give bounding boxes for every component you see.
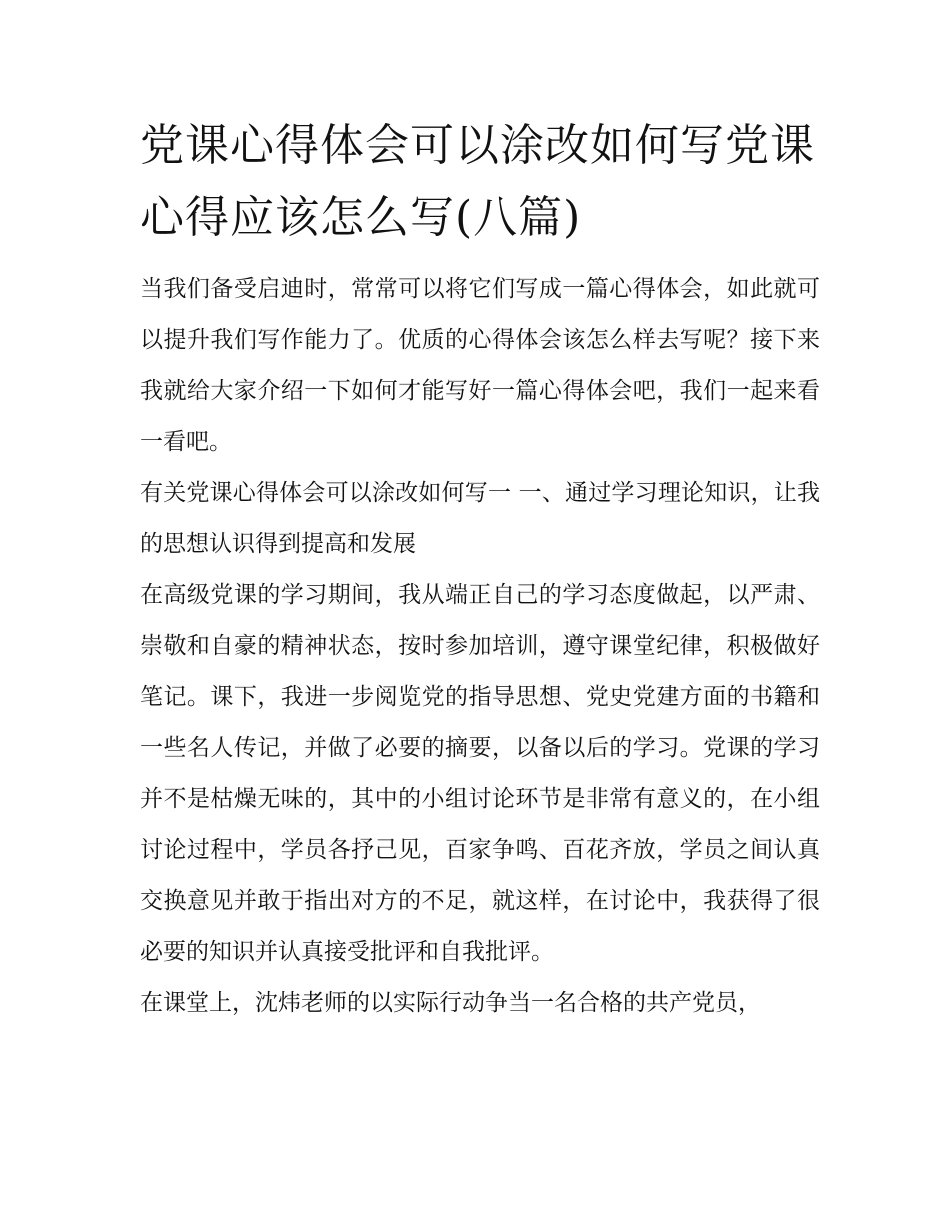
document-body: [140, 110, 820, 1029]
section-heading-paragraph: 有关党课心得体会可以涂改如何写一 一、通过学习理论知识，让我的思想认识得到提高和发展: [140, 480, 820, 557]
body-paragraph: 在高级党课的学习期间，我从端正自己的学习态度做起，以严肃、崇敬和自豪的精神状态，按时参加培训，遵守课堂纪律，积极做好笔记。课下，我进一步阅览党的指导思想、党史党建方面的书籍和一些名人传记，并做了必要的摘要，以备以后的学习。党课的学习并不是枯燥无味的，其中的小组讨论环节是非常有意义的，在小组讨论过程中，学员各抒己见，百家争鸣、百花齐放，学员之间认真交换意见并敢于指出对方的不足，就这样，在讨论中，我获得了很必要的知识并认真接受批评和自我批评。: [140, 582, 820, 965]
body-paragraph-continued: 在课堂上，沈炜老师的以实际行动争当一名合格的共产党员，: [140, 990, 761, 1016]
document-title: 党课心得体会可以涂改如何写党课心得应该怎么写(八篇): [140, 120, 815, 243]
intro-paragraph: 当我们备受启迪时，常常可以将它们写成一篇心得体会，如此就可以提升我们写作能力了。优质的心得体会该怎么样去写呢？接下来我就给大家介绍一下如何才能写好一篇心得体会吧，我们一起来看一看吧。: [140, 276, 820, 455]
